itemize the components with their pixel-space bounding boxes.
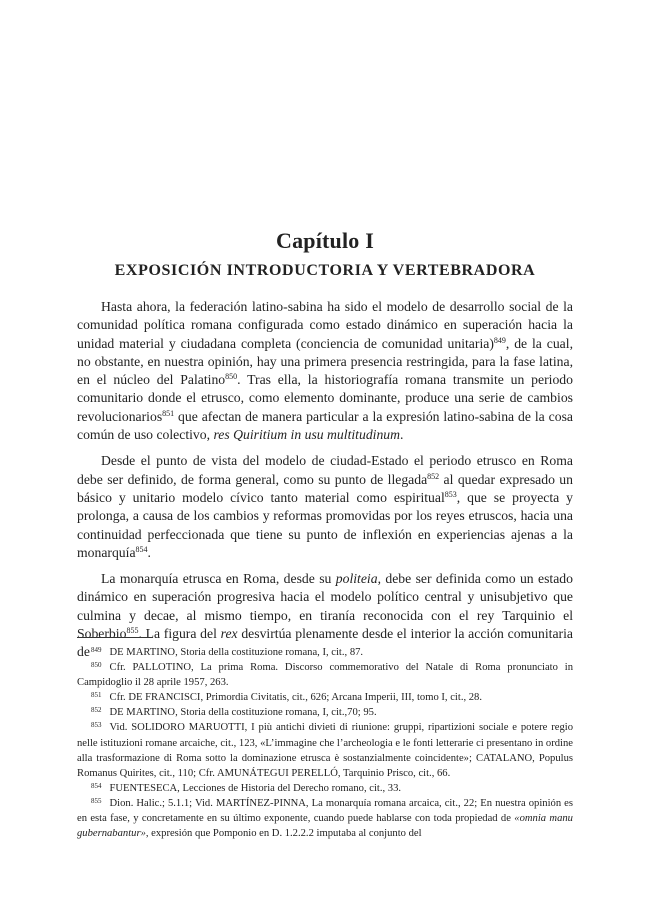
- footnote-number: 855: [91, 796, 102, 805]
- footnote-text: Dion. Halic.; 5.1.1; Vid. MARTÍNEZ-PINNA, La monarquía romana arcaica, cit., 22; En nuestra opinión es en esta fase, y concretamente en su último exponente, cuando puede hablarse con toda propiedad de: [77, 797, 573, 825]
- footnote-851: [77, 690, 573, 705]
- text-run: Hasta ahora, la federación latino-sabina ha sido el modelo de desarrollo social de la comunidad política romana configurada como estado dinámico en superación hacia la unidad material y ciudadana completa (conciencia de comunidad unitaria): [77, 299, 573, 351]
- footnote-separator: [77, 637, 152, 638]
- footnote-ref-849[interactable]: 849: [493, 335, 506, 345]
- greek-term: politeia: [335, 571, 378, 587]
- text-run: .: [147, 544, 151, 560]
- footnote-854: [77, 781, 573, 796]
- text-run: , debe ser definida como un estado dinámico en superación progresiva hacia el modelo político central y unisubjetivo que culmina y decae, al mismo tiempo, en tiranía reconocida con el rey Tarquinio el Soberbio: [77, 571, 573, 642]
- chapter-number: Capítulo I: [276, 228, 374, 253]
- footnote-number: 854: [91, 781, 102, 790]
- footnote-text: FUENTESECA, Lecciones de Historia del Derecho romano, cit., 33.: [109, 782, 402, 794]
- footnote-number: 852: [91, 706, 102, 715]
- footnote-853: [77, 720, 573, 780]
- chapter-title: EXPOSICIÓN INTRODUCTORIA Y VERTEBRADORA: [114, 262, 536, 279]
- footnote-ref-850[interactable]: 850: [225, 372, 238, 382]
- footnote-855: [77, 796, 573, 841]
- footnote-number: 850: [91, 661, 102, 670]
- text-run: . La figura del: [138, 626, 221, 642]
- text-run: Desde el punto de vista del modelo de ciudad-Estado el periodo etrusco en Roma debe ser definido, de forma general, como su punto de llegada: [77, 453, 573, 487]
- text-run: La monarquía etrusca en Roma, desde su: [101, 571, 336, 587]
- footnote-number: 853: [91, 721, 102, 730]
- footnote-849: [77, 645, 573, 660]
- footnote-text: , expresión que Pomponio en D. 1.2.2.2 imputaba al conjunto del: [145, 828, 422, 840]
- latin-phrase: res Quiritium in usu multitudinum: [213, 427, 401, 443]
- footnote-text: Cfr. PALLOTINO, La prima Roma. Discorso commemorativo del Natale di Roma pronunciato in Campidoglio il 28 aprile 1957, 263.: [77, 662, 573, 689]
- text-run: , de la cual, no obstante, en nuestra opinión, hay una primera presencia restringida, para la fase latina, en el núcleo del Palatino: [77, 335, 573, 388]
- body-text: [77, 298, 573, 670]
- latin-term: rex: [220, 626, 238, 642]
- text-run: desvirtúa plenamente desde el interior la acción comunitaria de: [77, 626, 573, 660]
- footnote-ref-853[interactable]: 853: [444, 489, 457, 499]
- paragraph-2: [77, 452, 573, 562]
- text-run: . Tras ella, la historiografía romana transmite un periodo comunitario donde el etrusco, como elemento dominante, produce una serie de cambios revolucionarios: [77, 372, 573, 424]
- text-run: que afectan de manera particular a la expresión latino-sabina de la cosa común de uso colectivo,: [77, 408, 573, 443]
- footnote-ref-854[interactable]: 854: [135, 544, 148, 554]
- footnote-text: Cfr. DE FRANCISCI, Primordia Civitatis, cit., 626; Arcana Imperii, III, tomo I, cit., 28.: [109, 692, 483, 704]
- footnote-text: Vid. SOLIDORO MARUOTTI, I più antichi divieti di riunione: gruppi, ripartizioni sociale e potere regio nelle istituzioni romane arcaiche, cit., 123, «L’immagine che l’archeologia e le fonti letterarie ci presentano in ordine alla trasformazione di Roma sotto la dominazione etrusca è sostanzialmente coincidente»; CATALANO, Populus Romanus Quirites, cit., 110; Cfr. AMUNÁTEGUI PERELLÓ, Tarquinio Prisco, cit., 66.: [77, 722, 573, 779]
- text-run: .: [400, 427, 404, 443]
- footnote-text: DE MARTINO, Storia della costituzione romana, I, cit.,70; 95.: [109, 707, 377, 719]
- footnote-850: [77, 660, 573, 690]
- text-run: , que se proyecta y prolonga, a causa de los cambios y reformas promovidas por los reyes etruscos, hacia una continuidad perfeccionada que tiene su punto de inflexión en experiencias ajenas a la monarquía: [77, 489, 573, 560]
- text-run: al quedar expresado un básico y unitario modelo cívico tanto material como espiritual: [77, 471, 573, 505]
- paragraph-1: [77, 298, 573, 444]
- footnote-ref-855[interactable]: 855: [126, 626, 139, 636]
- footnote-852: [77, 705, 573, 720]
- footnotes: [77, 645, 573, 841]
- footnote-ref-852[interactable]: 852: [427, 471, 440, 481]
- footnote-number: 849: [91, 646, 102, 654]
- footnote-number: 851: [91, 691, 102, 700]
- latin-quote: «omnia manu gubernabantur»: [77, 813, 573, 840]
- footnote-text: DE MARTINO, Storia della costituzione romana, I, cit., 87.: [109, 647, 364, 658]
- footnote-ref-851[interactable]: 851: [162, 408, 175, 418]
